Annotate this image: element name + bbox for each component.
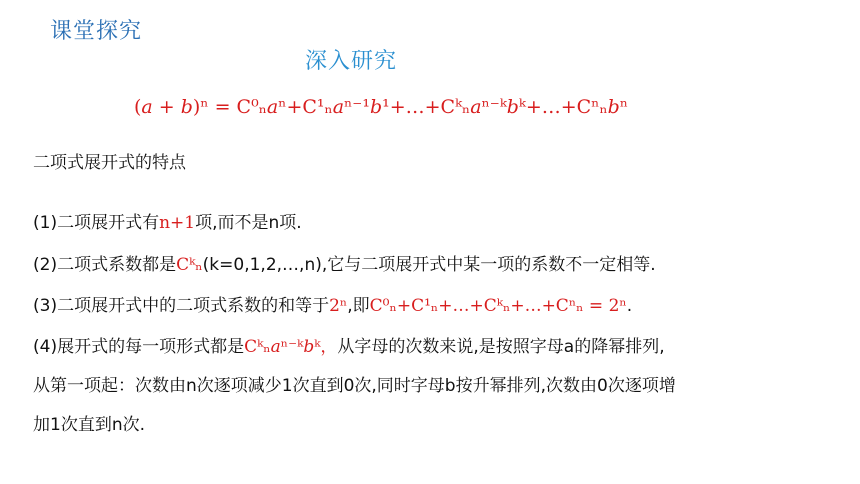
point-4 — [33, 332, 665, 357]
point-1-highlight: n+1 — [159, 213, 196, 233]
section-heading: 二项式展开式的特点 — [33, 153, 186, 173]
point-4-prefix: (4)展开式的每一项形式都是 — [33, 337, 245, 357]
section-subtitle: 深入研究 — [305, 49, 398, 74]
page-title: 课堂探究 — [50, 19, 143, 44]
point-3 — [33, 291, 632, 316]
point-2 — [33, 250, 656, 275]
point-4-end: 加1次直到n次. — [33, 415, 145, 435]
point-4-continued: 从第一项起：次数由n次逐项减少1次直到0次,同时字母b按升幂排列,次数由0次逐项增 — [33, 376, 676, 396]
point-1-suffix: 项,而不是n项. — [195, 213, 302, 233]
point-4-highlight: Cᵏₙ𝑎ⁿ⁻ᵏ𝑏ᵏ， — [244, 337, 338, 357]
point-1-prefix: (1)二项展开式有 — [33, 213, 160, 233]
point-1 — [33, 208, 302, 233]
point-2-suffix: (k=0,1,2,…,n),它与二项展开式中某一项的系数不一定相等. — [202, 255, 656, 275]
point-2-highlight: Cᵏₙ — [176, 255, 203, 275]
point-3-middle: ,即 — [347, 296, 370, 316]
point-4-suffix: 从字母的次数来说,是按照字母a的降幂排列, — [337, 337, 665, 357]
point-3-prefix: (3)二项展开式中的二项式系数的和等于 — [33, 296, 330, 316]
point-2-prefix: (2)二项式系数都是 — [33, 255, 177, 275]
point-3-highlight: 2ⁿ — [329, 296, 348, 316]
binomial-theorem-formula: (𝑎 + 𝑏)ⁿ = C⁰ₙ𝑎ⁿ+C¹ₙ𝑎ⁿ⁻¹𝑏¹+…+Cᵏₙ𝑎ⁿ⁻ᵏ𝑏ᵏ+…+Cⁿₙ𝑏ⁿ — [134, 96, 629, 118]
point-3-highlight-2: C⁰ₙ+C¹ₙ+…+Cᵏₙ+…+Cⁿₙ = 2ⁿ — [369, 296, 627, 316]
point-3-suffix: . — [626, 296, 633, 316]
